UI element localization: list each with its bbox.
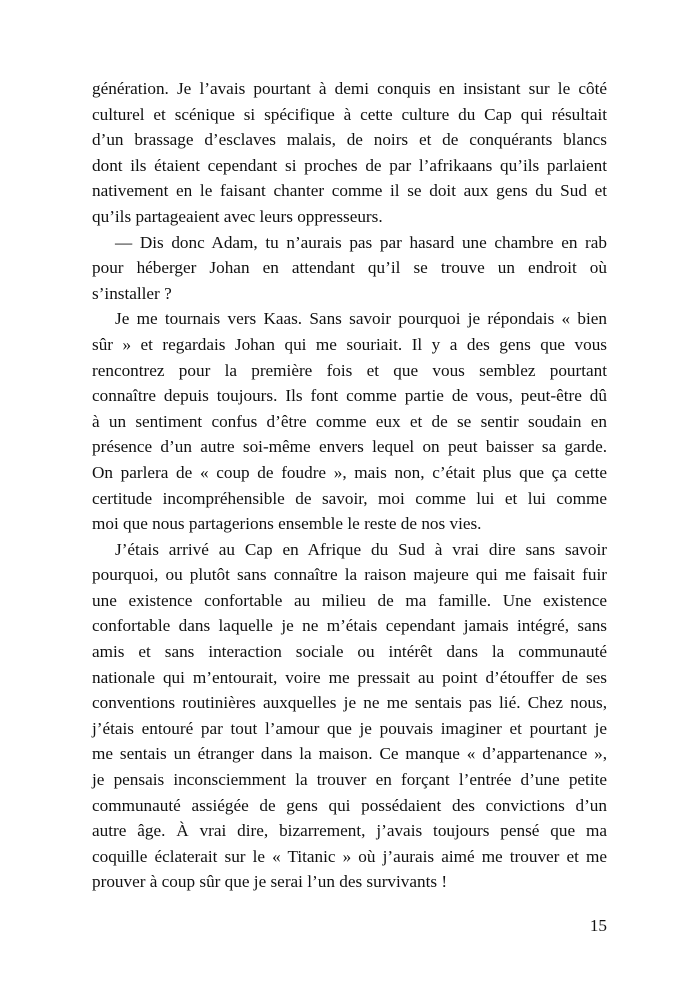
text-line: confortable dans laquelle je ne m’étais cependant jamais intégré, sans (92, 616, 607, 636)
text-line: qu’ils partageaient avec leurs oppresseurs. (92, 206, 383, 226)
text-line: j’étais entouré par tout l’amour que je pouvais imaginer et pourtant je (92, 718, 607, 738)
text-line: génération. Je l’avais pourtant à demi conquis en insistant sur le côté (92, 79, 607, 98)
text-line: d’un brassage d’esclaves malais, de noirs et de conquérants blancs (92, 130, 607, 150)
text-line: — Dis donc Adam, tu n’aurais pas par hasard une chambre en rab (115, 232, 607, 252)
text-line: pourquoi, ou plutôt sans connaître la raison majeure qui me faisait fuir (92, 565, 607, 585)
text-line: J’étais arrivé au Cap en Afrique du Sud à vrai dire sans savoir (115, 539, 607, 559)
page-number: 15 (589, 916, 607, 935)
body-text (92, 76, 607, 895)
text-line: conventions routinières auxquelles je ne me sentais pas lié. Chez nous, (92, 693, 607, 713)
text-line: sûr » et regardais Johan qui me souriait. Il y a des gens que vous (92, 334, 607, 354)
text-line: présence d’un autre soi-même envers lequel on peut baisser sa garde. (92, 437, 607, 457)
text-line: On parlera de « coup de foudre », mais non, c’était plus que ça cette (92, 462, 607, 482)
text-line: à un sentiment confus d’être comme eux et de se sentir soudain en (92, 411, 607, 431)
text-line: moi que nous partagerions ensemble le reste de nos vies. (92, 514, 482, 534)
text-line: amis et sans interaction sociale ou intérêt dans la communauté (92, 642, 607, 662)
text-line: certitude incompréhensible de savoir, moi comme lui et lui comme (92, 488, 607, 508)
text-line: coquille éclaterait sur le « Titanic » où j’aurais aimé me trouver et me (92, 846, 607, 866)
text-line: rencontrez pour la première fois et que vous semblez pourtant (92, 360, 607, 380)
text-line: dont ils étaient cependant si proches de par l’afrikaans qu’ils parlaient (92, 155, 607, 175)
text-line: s’installer ? (92, 283, 172, 303)
text-line: une existence confortable au milieu de ma famille. Une existence (92, 590, 607, 610)
text-line: connaître depuis toujours. Ils font comme partie de vous, peut-être dû (92, 386, 607, 406)
text-line: je pensais inconsciemment la trouver en forçant l’entrée d’une petite (92, 770, 607, 790)
text-line: prouver à coup sûr que je serai l’un des survivants ! (92, 872, 448, 892)
text-line: autre âge. À vrai dire, bizarrement, j’avais toujours pensé que ma (92, 821, 607, 841)
text-line: Je me tournais vers Kaas. Sans savoir pourquoi je répondais « bien (115, 309, 607, 329)
text-line: pour héberger Johan en attendant qu’il se trouve un endroit où (92, 258, 607, 278)
text-line: me sentais un étranger dans la maison. Ce manque « d’appartenance », (92, 744, 607, 764)
text-line: nationale qui m’entourait, voire me pressait au point d’étouffer de ses (92, 667, 607, 687)
text-line: culturel et scénique si spécifique à cette culture du Cap qui résultait (92, 104, 607, 124)
text-line: communauté assiégée de gens qui possédaient des convictions d’un (92, 795, 607, 815)
text-line: nativement en le faisant chanter comme il se doit aux gens du Sud et (92, 181, 607, 201)
